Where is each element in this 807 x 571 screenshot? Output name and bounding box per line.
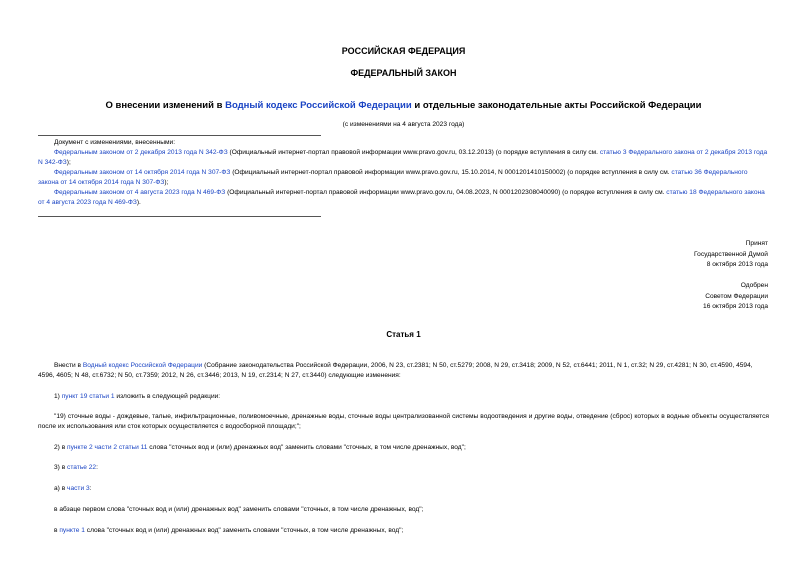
- pa-tail: :: [89, 485, 92, 492]
- law-307-link[interactable]: Федеральным законом от 14 октября 2014 года N 307-ФЗ: [54, 169, 231, 176]
- statya-22-link[interactable]: статье 22: [67, 464, 97, 471]
- paragraph-1-quote: [38, 412, 769, 432]
- p2-num: 2) в: [54, 444, 68, 451]
- article-heading: Статья 1: [386, 330, 421, 339]
- doc-type-heading: ФЕДЕРАЛЬНЫЙ ЗАКОН: [350, 68, 457, 78]
- intro-pre: Внести в: [54, 362, 83, 369]
- law-307-ref-link[interactable]: статью 36 Федерального закона от 14 октября 2014 года N 307-ФЗ: [38, 169, 748, 186]
- pa2-pre: в: [54, 527, 60, 534]
- paragraph-3a-line1: в абзаце первом слова "сточных вод и (или) дренажных вод" заменить словами "сточных, в том числе дренажных, вод";: [54, 506, 424, 513]
- punkt-2-chast-2-link[interactable]: пункте 2 части 2 статьи 11: [67, 444, 148, 451]
- change-item-tail: );: [66, 159, 71, 166]
- divider-bottom: [38, 216, 321, 217]
- approved-line: Одобрен: [740, 282, 768, 289]
- pa2-text: слова "сточных вод и (или) дренажных вод" заменить словами "сточных, в том числе дренажных, вод";: [84, 527, 404, 534]
- accepted-line: Принят: [745, 240, 768, 247]
- changes-block: [38, 138, 769, 208]
- change-item-text: (Официальный интернет-портал правовой информации www.pravo.gov.ru, 04.08.2023, N 0001202308040090) (о порядке вступления в силу см.: [225, 189, 667, 196]
- approved-block: [703, 281, 768, 313]
- law-469-link[interactable]: Федеральным законом от 4 августа 2023 года N 469-ФЗ: [54, 189, 226, 196]
- p3-tail: :: [96, 464, 98, 471]
- paragraph-3: [54, 463, 98, 473]
- divider-top: [38, 135, 321, 136]
- approved-line: 16 октября 2013 года: [703, 303, 768, 310]
- punkt-1-link[interactable]: пункте 1: [59, 527, 85, 534]
- intro-post: (Собрание законодательства Российской Федерации, 2006, N 23, ст.2381; N 50, ст.5279; 2008, N 29, ст.3418; 2009, N 52, ст.6441; 2011, N 1, ст.32; N 29, ст.4281; N 30, ст.4590, 4594, 4596, 4605; N 48, ст.6732; N 50, ст.7359; 2012, N 26, ст.3446; 2013, N 19, ст.2314; N 27, ст.3440) следующие изменения:: [38, 362, 753, 379]
- change-item-text: (Официальный интернет-портал правовой информации www.pravo.gov.ru, 15.10.2014, N 0001201410150002) (о порядке вступления в силу см.: [230, 169, 672, 176]
- change-item-tail: ).: [136, 199, 141, 206]
- approved-line: Советом Федерации: [705, 292, 768, 300]
- p1-quote-text: "19) сточные воды - дождевые, талые, инфильтрационные, поливомоечные, дренажные воды, сточные воды централизованной системы водоотведения и другие воды, отведение (сброс) которых в водные объекты осуществляется после их использования или сток которых осуществляется с водосборной площади;";: [38, 413, 769, 430]
- article-intro: [38, 361, 769, 381]
- vodny-kodeks-intro-link[interactable]: Водный кодекс Российской Федерации: [82, 362, 203, 369]
- accepted-line: Государственной Думой: [694, 250, 768, 258]
- accepted-block: [694, 239, 768, 271]
- accepted-line: 8 октября 2013 года: [706, 261, 768, 268]
- change-item: [38, 168, 769, 188]
- paragraph-3a-line2: [54, 526, 403, 536]
- p2-text: слова "сточных вод и (или) дренажных вод" заменить словами "сточных, в том числе дренажных, вод";: [147, 444, 466, 451]
- vodny-kodeks-link[interactable]: Водный кодекс Российской Федерации: [225, 100, 412, 111]
- change-item: [38, 148, 769, 168]
- pa-num: а) в: [54, 485, 68, 492]
- chast-3-link[interactable]: части 3: [67, 485, 90, 492]
- law-342-ref-link[interactable]: статью 3 Федерального закона от 2 декабря 2013 года N 342-ФЗ: [38, 149, 768, 166]
- punkt-19-link[interactable]: пункт 19 статьи 1: [61, 393, 115, 400]
- change-item-tail: );: [164, 179, 169, 186]
- country-heading: РОССИЙСКАЯ ФЕДЕРАЦИЯ: [341, 46, 466, 56]
- edition-note: (с изменениями на 4 августа 2023 года): [342, 121, 465, 128]
- changes-intro: Документ с изменениями, внесенными:: [54, 139, 176, 146]
- paragraph-1: [54, 392, 220, 402]
- title-pre: О внесении изменений в: [105, 100, 226, 111]
- title-post: и отдельные законодательные акты Российской Федерации: [411, 100, 702, 111]
- paragraph-2: [54, 443, 466, 453]
- law-342-link[interactable]: Федеральным законом от 2 декабря 2013 года N 342-ФЗ: [54, 149, 228, 156]
- change-item-text: (Официальный интернет-портал правовой информации www.pravo.gov.ru, 03.12.2013) (о порядке вступления в силу см.: [227, 149, 600, 156]
- p1-num: 1): [54, 393, 62, 400]
- law-469-ref-link[interactable]: статью 18 Федерального закона от 4 августа 2023 года N 469-ФЗ: [38, 189, 765, 206]
- p3-num: 3) в: [54, 464, 68, 471]
- paragraph-3a: [54, 484, 91, 494]
- change-item: [38, 188, 769, 208]
- p1-text: изложить в следующей редакции:: [114, 393, 221, 400]
- law-title: [0, 100, 807, 111]
